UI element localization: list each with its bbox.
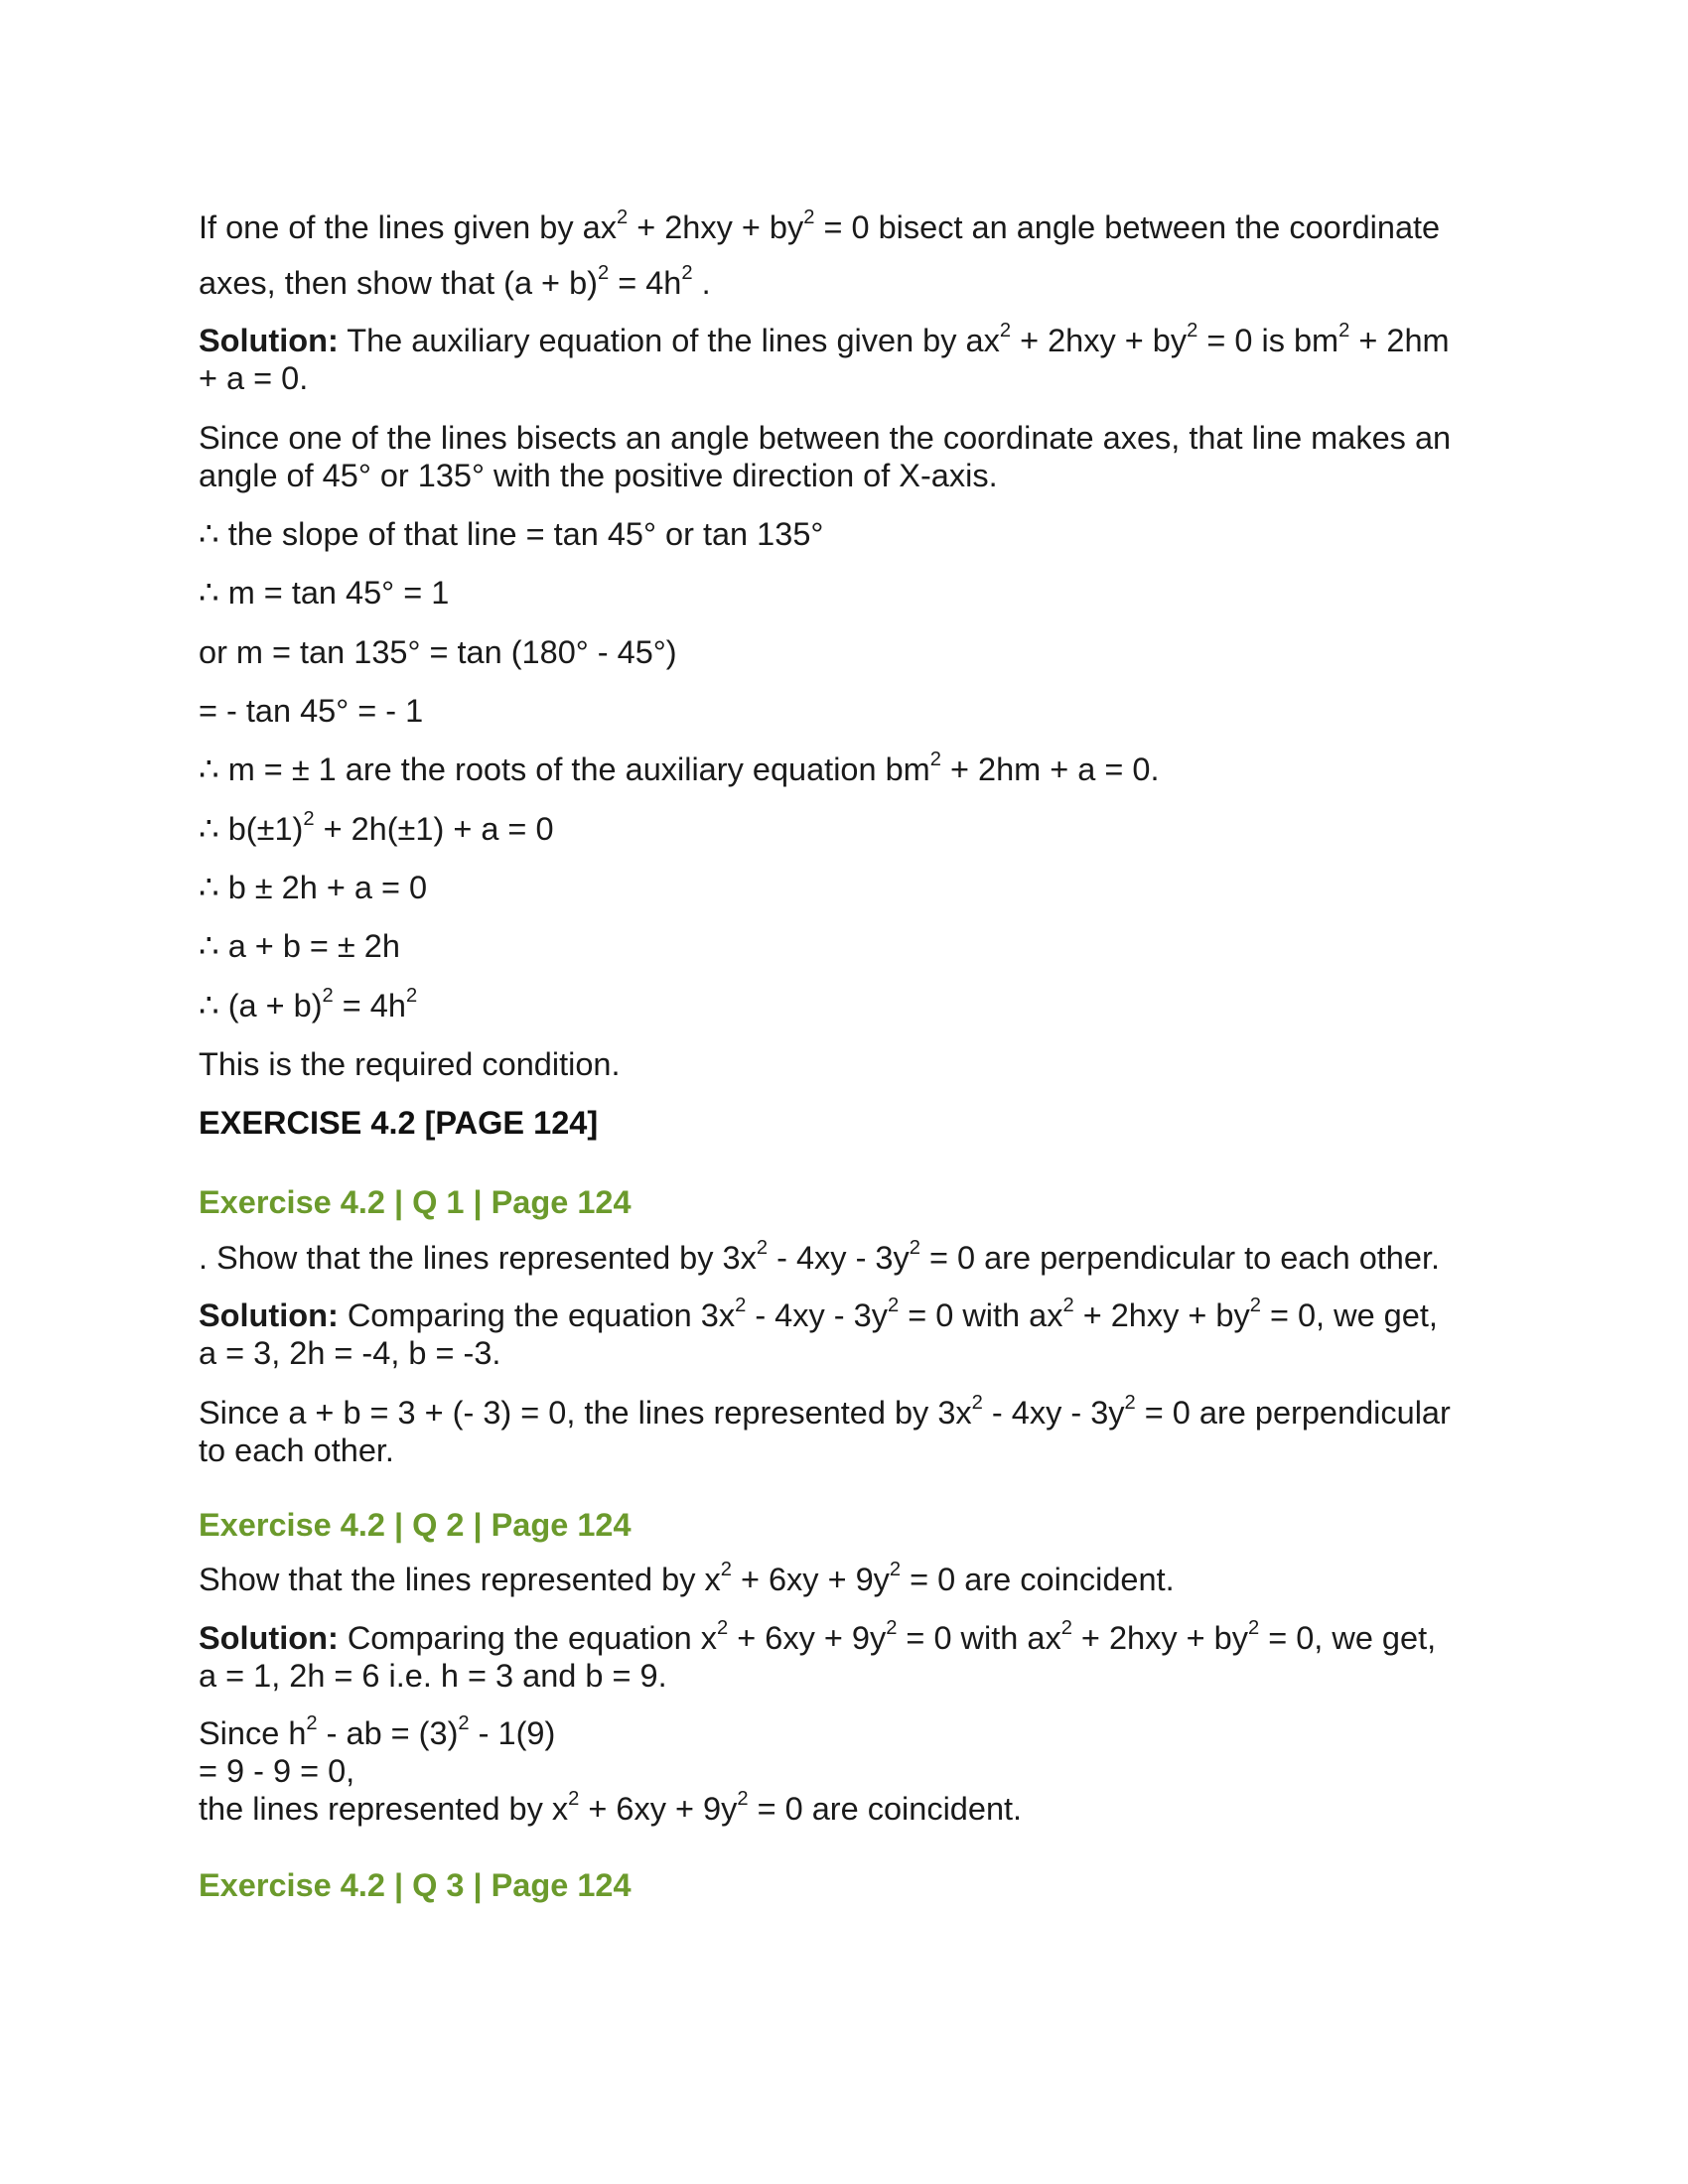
- paragraph-line: to each other.: [199, 1433, 394, 1468]
- step-line: ∴ m = tan 45° = 1: [199, 575, 450, 611]
- solution-line: a = 1, 2h = 6 i.e. h = 3 and b = 9.: [199, 1658, 667, 1694]
- paragraph-line: the lines represented by $x^2 + 6xy + 9y^2 = 0$ are coincident.: [199, 1788, 1023, 1827]
- question-text: . Show that the lines represented by $3x^2 - 4xy - 3y^2 = 0$ are perpendicular to each other.: [199, 1237, 1441, 1276]
- question-link-q2[interactable]: Exercise 4.2 | Q 2 | Page 124: [199, 1507, 632, 1543]
- step-line: or m = tan 135° = tan (180° - 45°): [199, 634, 677, 670]
- paragraph-line: Since a + b = 3 + (- 3) = 0, the lines represented by $3x^2 - 4xy - 3y^2 = 0$ are perpendicular: [199, 1392, 1451, 1431]
- paragraph-line: angle of 45° or 135° with the positive direction of X-axis.: [199, 458, 998, 493]
- step-line: ∴ a + b = ± 2h: [199, 928, 400, 964]
- step-line: ∴ $b(\pm 1)^2 + 2h(\pm 1) + a = 0$: [199, 808, 554, 847]
- step-line: ∴ $(a + b)^2 = 4h^2$: [199, 985, 418, 1024]
- question-line-2: axes, then show that $(a + b)^2 = 4h^2$ .: [199, 262, 711, 301]
- paragraph-line: Since one of the lines bisects an angle between the coordinate axes, that line makes an: [199, 420, 1452, 456]
- step-line: ∴ b ± 2h + a = 0: [199, 870, 428, 905]
- paragraph-line: = 9 - 9 = 0,: [199, 1753, 355, 1789]
- question-link-q1[interactable]: Exercise 4.2 | Q 1 | Page 124: [199, 1184, 632, 1220]
- solution-line-2: + a = 0.: [199, 360, 309, 396]
- solution-line-1: Solution: The auxiliary equation of the lines given by $ax^2 + 2hxy + by^2 = 0$ is $bm^2 + 2hm$: [199, 320, 1450, 358]
- solution-line: Solution: Comparing the equation $3x^2 - 4xy - 3y^2 = 0$ with $ax^2 + 2hxy + by^2 = 0$, we get,: [199, 1295, 1438, 1333]
- solution-label: Solution:: [199, 323, 339, 358]
- step-line: = - tan 45° = - 1: [199, 693, 424, 729]
- solution-label: Solution:: [199, 1620, 339, 1656]
- solution-line: Solution: Comparing the equation $x^2 + 6xy + 9y^2 = 0$ with $ax^2 + 2hxy + by^2 = 0$, we get,: [199, 1617, 1437, 1656]
- exercise-heading: EXERCISE 4.2 [PAGE 124]: [199, 1105, 599, 1141]
- paragraph-line: Since $h^2$ - ab = $(3)^2 - 1(9)$: [199, 1712, 556, 1751]
- question-line-1: If one of the lines given by $ax^2 + 2hxy + by^2 = 0$ bisect an angle between the coordinate: [199, 206, 1441, 245]
- solution-line: a = 3, 2h = -4, b = -3.: [199, 1335, 501, 1371]
- step-line: This is the required condition.: [199, 1046, 621, 1082]
- question-link-q3[interactable]: Exercise 4.2 | Q 3 | Page 124: [199, 1867, 632, 1903]
- solution-label: Solution:: [199, 1297, 339, 1333]
- step-line: ∴ m = ± 1 are the roots of the auxiliary equation $bm^2 + 2hm + a = 0$.: [199, 749, 1160, 787]
- step-line: ∴ the slope of that line = tan 45° or tan 135°: [199, 516, 824, 552]
- question-text: Show that the lines represented by $x^2 + 6xy + 9y^2 = 0$ are coincident.: [199, 1559, 1175, 1597]
